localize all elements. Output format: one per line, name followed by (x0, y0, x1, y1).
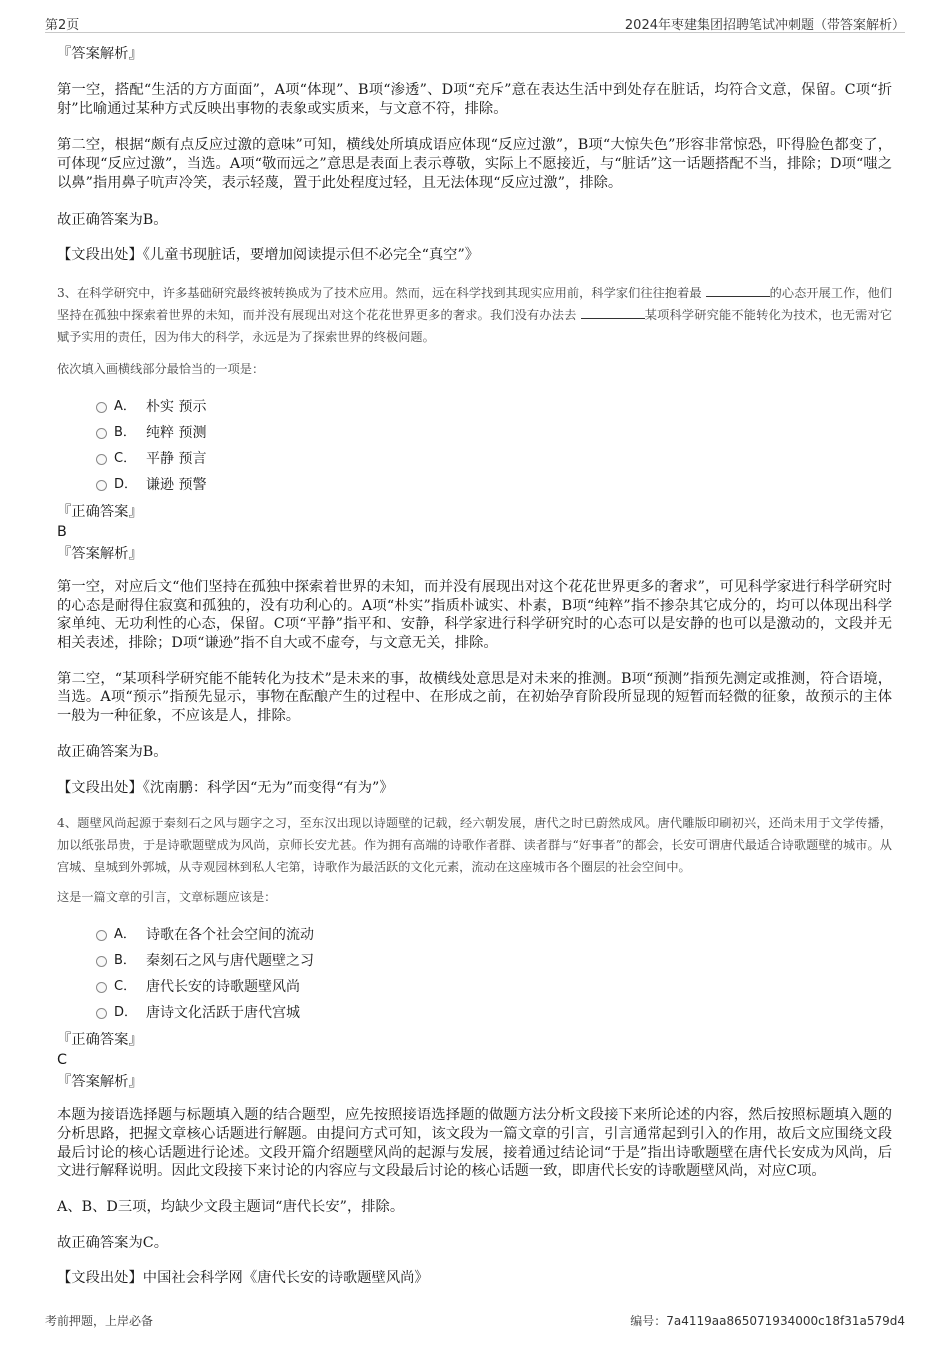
q2-source: 【文段出处】《儿童书现脏话，要增加阅读提示但不必完全“真空”》 (57, 247, 480, 264)
radio-icon[interactable] (96, 480, 107, 491)
q4-option-c[interactable]: C． 唐代长安的诗歌题壁风尚 (57, 974, 892, 1000)
radio-icon[interactable] (96, 454, 107, 465)
q3-stem-part1: 3、在科学研究中，许多基础研究最终被转换成为了技术应用。然而，远在科学找到其现实应用前，科学家们往往抱着最 (57, 285, 702, 300)
footer-code-value: 7a4119aa865071934000c18f31a579d4 (666, 1314, 905, 1328)
q3-options (57, 394, 892, 498)
radio-icon[interactable] (96, 402, 107, 413)
page-header (45, 12, 905, 33)
q2-analysis-label: 『答案解析』 (57, 46, 143, 62)
radio-icon[interactable] (96, 956, 107, 967)
q4-option-b[interactable]: B． 秦刻石之风与唐代题壁之习 (57, 948, 892, 974)
q4-conclusion: 故正确答案为C。 (57, 1234, 169, 1251)
radio-icon[interactable] (96, 930, 107, 941)
q2-analysis-para1: 第一空，搭配“生活的方方面面”，A项“体现”、B项“渗透”、D项“充斥”意在表达生活中到处存在脏话，均符合文意，保留。C项“折射”比喻通过某种方式反映出事物的表象或实质来，与文意不符，排除。 (57, 82, 892, 117)
q3-stem-part3: 某项科学研究能不能转化为技术，也无需对它赋予实用的责任，因为伟大的科学，永远是为了探索世界的终极问题。 (57, 307, 893, 344)
q3-stem-part2: 的心态开展工作，他们坚持在孤独中探索着世界的未知，而并没有展现出对这个花花世界更多的奢求。我们没有办法去 (57, 285, 893, 322)
q4-prompt: 这是一篇文章的引言，文章标题应该是： (57, 890, 277, 905)
q3-correct-label: 『正确答案』 (57, 503, 143, 520)
q3-analysis-label: 『答案解析』 (57, 545, 143, 562)
q2-conclusion: 故正确答案为B。 (57, 211, 168, 228)
q4-stem: 4、题壁风尚起源于秦刻石之风与题字之习，至东汉出现以诗题壁的记载，经六朝发展，唐代之时已蔚然成风。唐代雕版印刷初兴，还尚未用于文学传播，加以纸张昂贵，于是诗歌题壁成为风尚，京师长安尤甚。作为拥有高端的诗歌作者群、读者群与“好事者”的都会，长安可谓唐代最适合诗歌题壁的城市。从宫城、皇城到外郭城，从寺观园林到私人宅第，诗歌作为最活跃的文化元素，流动在这座城市各个圈层的社会空间中。 (57, 816, 892, 875)
footer-code-label: 编号： (630, 1314, 667, 1328)
q4-correct-label: 『正确答案』 (57, 1032, 143, 1049)
footer-slogan: 考前押题，上岸必备 (45, 1314, 154, 1328)
q3-option-a[interactable]: A． 朴实 预示 (57, 394, 892, 420)
document-title: 2024年枣建集团招聘笔试冲刺题（带答案解析） (624, 18, 905, 33)
q3-analysis-para1: 第一空，对应后文“他们坚持在孤独中探索着世界的未知，而并没有展现出对这个花花世界更多的奢求”，可见科学家进行科学研究时的心态是耐得住寂寞和孤独的，没有功利心的。A项“朴实”指质朴诚实、朴素，B项“纯粹”指不掺杂其它成分的，均可以体现出科学家单纯、无功利性的心态，保留。C项“平静”指平和、安静，科学家进行科学研究时的心态可以是安静的也可以是激动的，文段并无相关表述，排除；D项“谦逊”指不自大或不虚夸，与文意无关，排除。 (57, 578, 892, 652)
q4-option-a[interactable]: A． 诗歌在各个社会空间的流动 (57, 922, 892, 948)
q4-analysis-label: 『答案解析』 (57, 1074, 143, 1091)
page-content (57, 40, 892, 1288)
q3-option-b[interactable]: B． 纯粹 预测 (57, 420, 892, 446)
q4-option-d[interactable]: D． 唐诗文化活跃于唐代宫城 (57, 1000, 892, 1026)
q3-stem (57, 282, 892, 348)
radio-icon[interactable] (96, 982, 107, 993)
q3-correct-answer: B (57, 523, 67, 540)
q4-options (57, 922, 892, 1026)
radio-icon[interactable] (96, 1008, 107, 1019)
q2-analysis-para2: 第二空，根据“颇有点反应过激的意味”可知，横线处所填成语应体现“反应过激”，B项“大惊失色”形容非常惊恐，吓得脸色都变了，可体现“反应过激”，当选。A项“敬而远之”意思是表面上表示尊敬，实际上不愿接近，与“脏话”这一话题搭配不当，排除；D项“嗤之以鼻”指用鼻子吭声冷笑，表示轻蔑，置于此处程度过轻，且无法体现“反应过激”，排除。 (57, 137, 892, 191)
q3-conclusion: 故正确答案为B。 (57, 743, 168, 760)
q4-source: 【文段出处】中国社会科学网《唐代长安的诗歌题壁风尚》 (57, 1270, 429, 1287)
page-number: 第2页 (45, 18, 80, 33)
q4-analysis-para1: 本题为接语选择题与标题填入题的结合题型，应先按照接语选择题的做题方法分析文段接下来所论述的内容，然后按照标题填入题的分析思路，把握文章核心话题进行解题。由提问方式可知，该文段为一篇文章的引言，引言通常起到引入的作用，故后文应围绕文段最后讨论的核心话题进行论述。文段开篇介绍题壁风尚的起源与发展，接着通过结论词“于是”指出诗歌题壁在唐代长安成为风尚，后文进行解释说明。因此文段接下来讨论的内容应与文段最后讨论的核心话题一致，即唐代长安的诗歌题壁风尚，对应C项。 (57, 1107, 892, 1180)
q3-option-c[interactable]: C． 平静 预言 (57, 446, 892, 472)
footer-code (630, 1312, 905, 1329)
q3-analysis-para2: 第二空，“某项科学研究能不能转化为技术”是未来的事，故横线处意思是对未来的推测。B项“预测”指预先测定或推测，符合语境，当选。A项“预示”指预先显示，事物在酝酿产生的过程中、在形成之前，在初始孕育阶段所显现的短暂而轻微的征象，故预示的主体一般为一种征象，不应该是人，排除。 (57, 670, 892, 725)
q4-analysis-para2: A、B、D三项，均缺少文段主题词“唐代长安”，排除。 (57, 1199, 405, 1216)
q3-option-d[interactable]: D． 谦逊 预警 (57, 472, 892, 498)
q3-source: 【文段出处】《沈南鹏：科学因“无为”而变得“有为”》 (57, 779, 394, 796)
q3-blank-2 (581, 306, 645, 319)
radio-icon[interactable] (96, 428, 107, 439)
q3-blank-1 (706, 284, 770, 297)
q4-correct-answer: C (57, 1052, 67, 1069)
q3-prompt: 依次填入画横线部分最恰当的一项是： (57, 361, 265, 376)
